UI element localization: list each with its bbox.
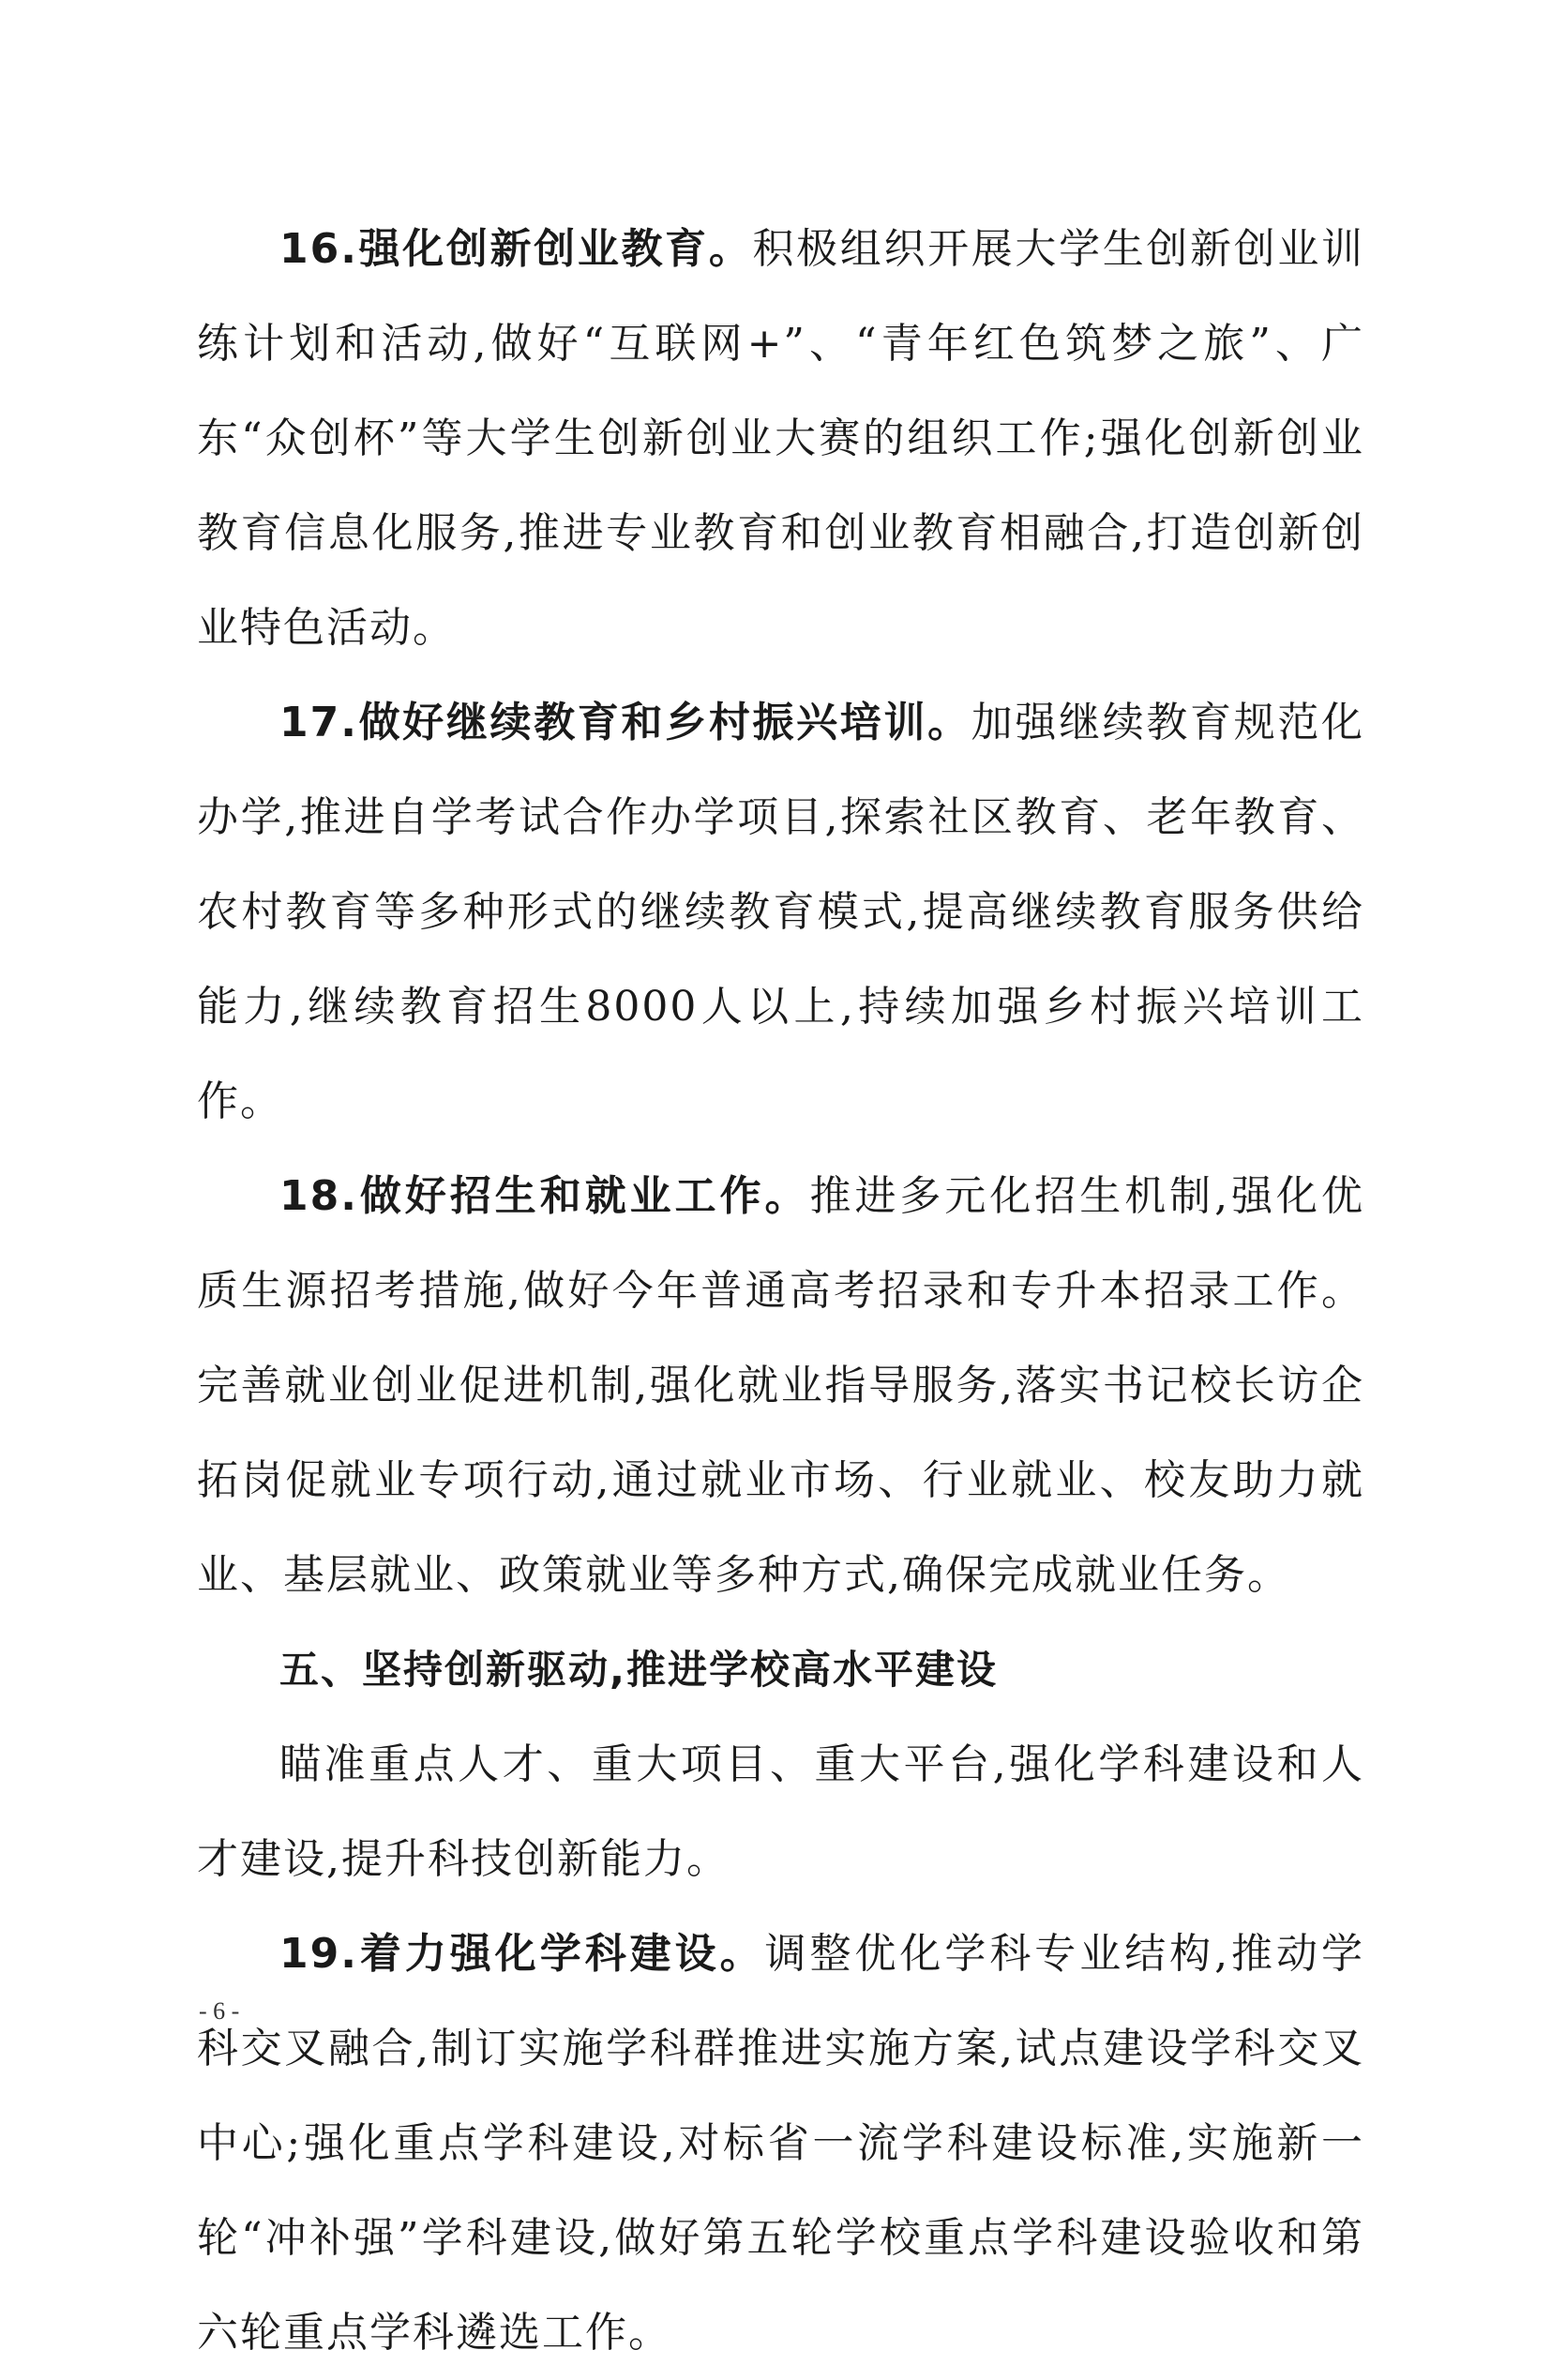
- section-intro: 瞄准重点人才、重大项目、重大平台,强化学科建设和人才建设,提升科技创新能力。: [197, 1740, 1364, 1883]
- paragraph-16: [197, 202, 1364, 675]
- paragraph-16-body: 积极组织开展大学生创新创业训练计划和活动,做好“互联网+”、“青年红色筑梦之旅”、广东“众创杯”等大学生创新创业大赛的组织工作;强化创新创业教育信息化服务,推进专业教育和创业教育相融合,打造创新创业特色活动。: [197, 225, 1365, 652]
- document-body: [197, 202, 1364, 2380]
- paragraph-17: [197, 675, 1364, 1149]
- paragraph-19: [197, 1906, 1364, 2380]
- paragraph-18-lead: 18.做好招生和就业工作。: [279, 1172, 810, 1220]
- paragraph-18-body: 推进多元化招生机制,强化优质生源招考措施,做好今年普通高考招录和专升本招录工作。完善就业创业促进机制,强化就业指导服务,落实书记校长访企拓岗促就业专项行动,通过就业市场、行业就业、校友助力就业、基层就业、政策就业等多种方式,确保完成就业任务。: [197, 1172, 1364, 1599]
- paragraph-16-lead: 16.强化创新创业教育。: [279, 225, 753, 273]
- section-heading: 五、坚持创新驱动,推进学校高水平建设: [279, 1647, 998, 1693]
- paragraph-17-body: 加强继续教育规范化办学,推进自学考试合作办学项目,探索社区教育、老年教育、农村教育等多种形式的继续教育模式,提高继续教育服务供给能力,继续教育招生8000人以上,持续加强乡村振兴培训工作。: [197, 699, 1364, 1125]
- paragraph-18: [197, 1149, 1364, 1622]
- paragraph-19-lead: 19.着力强化学科建设。: [279, 1930, 765, 1978]
- page-number: - 6 -: [199, 1997, 240, 2025]
- paragraph-19-body: 调整优化学科专业结构,推动学科交叉融合,制订实施学科群推进实施方案,试点建设学科交叉中心;强化重点学科建设,对标省一流学科建设标准,实施新一轮“冲补强”学科建设,做好第五轮学校重点学科建设验收和第六轮重点学科遴选工作。: [197, 1930, 1364, 2357]
- paragraph-17-lead: 17.做好继续教育和乡村振兴培训。: [279, 699, 971, 746]
